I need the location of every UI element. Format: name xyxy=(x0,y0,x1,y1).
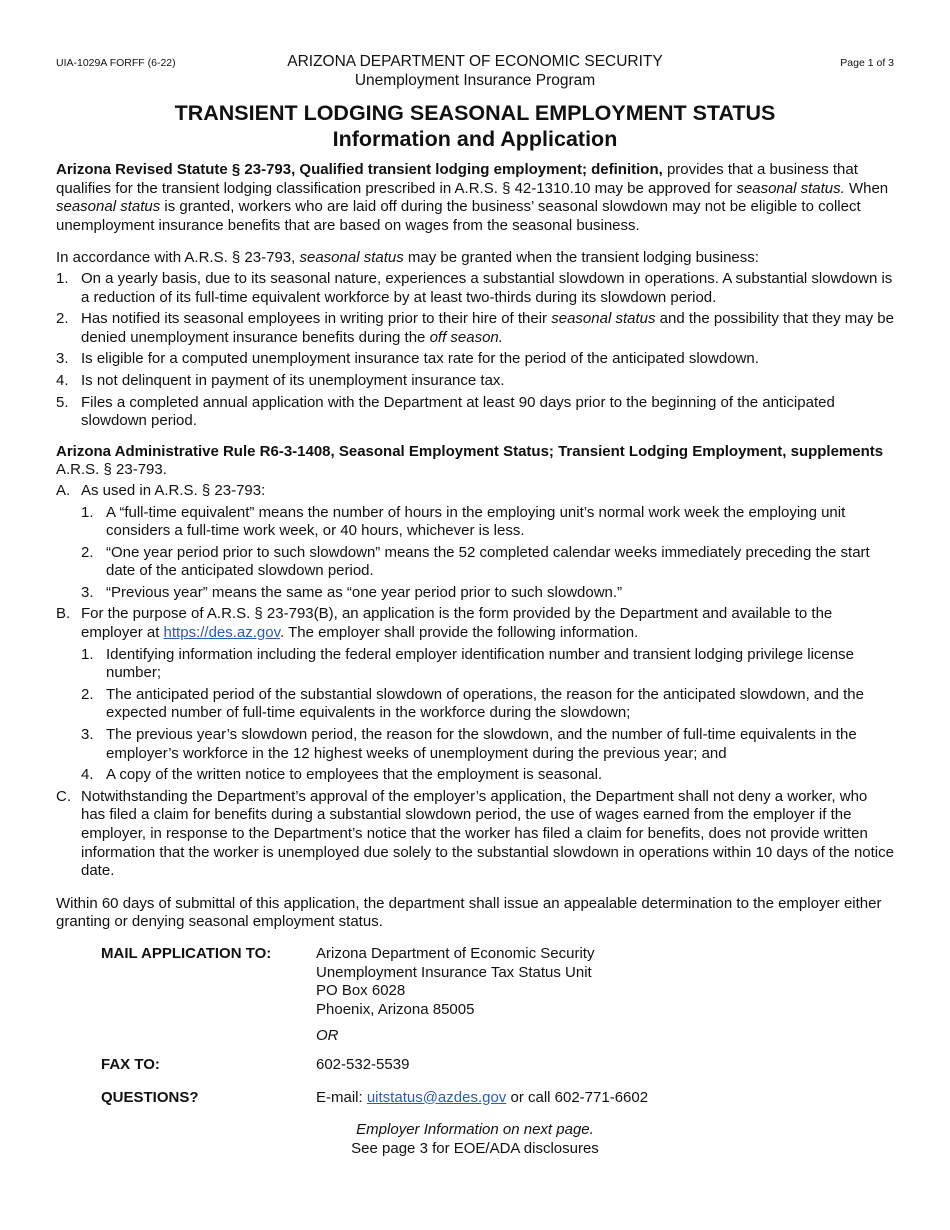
list-marker: 3. xyxy=(81,583,94,601)
list-item xyxy=(56,372,894,391)
page-number: Page 1 of 3 xyxy=(840,57,894,69)
email-prefix: E-mail: xyxy=(316,1088,367,1106)
des-website-link[interactable]: https://des.az.gov xyxy=(163,624,281,642)
list-item xyxy=(81,766,894,785)
rule-sections xyxy=(56,482,894,881)
rule-heading-paragraph xyxy=(56,443,894,480)
section-a-list xyxy=(81,504,894,603)
list-item xyxy=(56,394,894,431)
list-marker: 3. xyxy=(81,726,94,744)
list-item-text: The previous year’s slowdown period, the reason for the slowdown, and the number of full-time equivalents in the employer’s workforce in the 12 highest weeks of unemployment during the previous year; and xyxy=(106,726,857,762)
statute-text: is granted, workers who are laid off during the business’ seasonal slowdown may not be eligible to collect unemployment insurance benefits that are based on wages from the seasonal business. xyxy=(56,198,861,234)
phone-text: or call 602-771-6602 xyxy=(506,1088,649,1106)
section-text: . The employer shall provide the following information. xyxy=(280,624,639,642)
address-line: PO Box 6028 xyxy=(316,982,406,1000)
list-item xyxy=(56,310,894,347)
list-item-text: “One year period prior to such slowdown” means the 52 completed calendar weeks immediately preceding the start date of the anticipated slowdown period. xyxy=(106,543,870,580)
list-item-text: A copy of the written notice to employees that the employment is seasonal. xyxy=(106,766,603,784)
section-text: As used in A.R.S. § 23-793: xyxy=(81,481,266,499)
questions-contact xyxy=(316,1089,894,1108)
agency-name: ARIZONA DEPARTMENT OF ECONOMIC SECURITY xyxy=(287,53,663,70)
form-code: UIA-1029A FORFF (6-22) xyxy=(56,57,176,69)
section-text: Notwithstanding the Department’s approval of the employer’s application, the Department shall not deny a worker, who has filed a claim for benefits during a substantial slowdown period, the use of wages earned from the employer if the employer, in response to the Department’s notice that the worker has filed a claim for benefits, does not provide written information that the worker is unemployed due solely to the substantial slowdown in operations within 10 days of the notice date. xyxy=(81,787,894,880)
statute-paragraph xyxy=(56,161,894,235)
accordance-text: may be granted when the transient lodging business: xyxy=(403,249,759,267)
list-item-text: On a yearly basis, due to its seasonal nature, experiences a substantial slowdown in operations. A substantial slowdown is a reduction of its full-time equivalent workforce by at least two-thirds during its slowdown period. xyxy=(81,269,893,306)
address-line: Arizona Department of Economic Security xyxy=(316,944,595,962)
rule-heading-tail: A.R.S. § 23-793. xyxy=(56,461,167,479)
rule-section-c xyxy=(56,788,894,881)
rule-section-b xyxy=(56,605,894,784)
section-text: For the purpose of A.R.S. § 23-793(B), an application is the form provided by the Department and available to the employer at xyxy=(81,605,833,642)
list-marker: B. xyxy=(56,605,71,623)
document-title xyxy=(56,100,894,152)
list-item-text: A “full-time equivalent” means the number of hours in the employing unit’s normal work week the employing unit considers a full-time work week, or 40 hours, whichever is less. xyxy=(106,503,846,540)
contact-block xyxy=(101,945,894,1107)
mail-address xyxy=(316,945,894,1019)
list-item-text: Has notified its seasonal employees in writing prior to their hire of their xyxy=(81,310,552,328)
list-item-italic: off season. xyxy=(429,328,503,346)
rule-heading: Arizona Administrative Rule R6-3-1408, Seasonal Employment Status; Transient Lodging Employment, supplements xyxy=(56,442,884,460)
list-marker: A. xyxy=(56,481,71,499)
list-item xyxy=(56,350,894,369)
list-marker: C. xyxy=(56,787,71,805)
list-item-text: Is eligible for a computed unemployment insurance tax rate for the period of the anticipated slowdown. xyxy=(81,350,759,368)
mail-label: MAIL APPLICATION TO: xyxy=(101,944,272,962)
address-line: Phoenix, Arizona 85005 xyxy=(316,1000,475,1018)
or-label: OR xyxy=(316,1027,339,1045)
closing-notes xyxy=(56,1121,894,1158)
list-item-text: The anticipated period of the substantial slowdown of operations, the reason for the anticipated slowdown, and the expected number of full-time equivalents in the workforce during the slowdown; xyxy=(106,685,864,722)
page-header xyxy=(56,52,894,92)
document-page xyxy=(56,52,894,1158)
list-item-text: Files a completed annual application with the Department at least 90 days prior to the beginning of the anticipated slowdown period. xyxy=(81,393,835,430)
statute-text: When xyxy=(844,179,889,197)
list-marker: 4. xyxy=(56,371,69,389)
address-line: Unemployment Insurance Tax Status Unit xyxy=(316,963,592,981)
list-marker: 3. xyxy=(56,350,69,368)
accordance-paragraph xyxy=(56,249,894,268)
questions-label: QUESTIONS? xyxy=(101,1088,199,1106)
fax-label: FAX TO: xyxy=(101,1055,160,1073)
list-item-text: and the possibility that they may be denied unemployment insurance benefits during the xyxy=(81,310,894,346)
list-item xyxy=(81,646,894,683)
or-spacer xyxy=(101,1027,316,1046)
list-item-italic: seasonal status xyxy=(551,310,656,328)
list-marker: 2. xyxy=(56,310,69,328)
statute-text: provides that a business that qualifies for the transient lodging classification prescribed in A.R.S. § 42-1310.10 may be approved for xyxy=(56,161,858,197)
program-name: Unemployment Insurance Program xyxy=(354,72,596,89)
list-item xyxy=(81,726,894,763)
list-item xyxy=(81,584,894,603)
title-line-2: Information and Application xyxy=(332,127,618,151)
conditions-list xyxy=(56,270,894,431)
list-item-text: “Previous year” means the same as “one year period prior to such slowdown.” xyxy=(106,583,623,601)
rule-section-a xyxy=(56,482,894,603)
eoe-ada-note: See page 3 for EOE/ADA disclosures xyxy=(351,1139,599,1157)
accordance-italic: seasonal status xyxy=(299,249,404,267)
agency-block xyxy=(56,52,894,90)
fax-number: 602-532-5539 xyxy=(316,1055,410,1073)
list-item xyxy=(81,544,894,581)
list-marker: 2. xyxy=(81,543,94,561)
email-link[interactable]: uitstatus@azdes.gov xyxy=(366,1088,507,1106)
list-marker: 1. xyxy=(81,645,94,663)
title-line-1: TRANSIENT LODGING SEASONAL EMPLOYMENT STATUS xyxy=(174,101,776,125)
statute-italic: seasonal status xyxy=(56,198,161,216)
list-item-text: Is not delinquent in payment of its unemployment insurance tax. xyxy=(81,371,505,389)
list-marker: 1. xyxy=(81,503,94,521)
next-page-note: Employer Information on next page. xyxy=(356,1121,594,1139)
list-marker: 2. xyxy=(81,685,94,703)
statute-italic: seasonal status. xyxy=(736,179,845,197)
accordance-text: In accordance with A.R.S. § 23-793, xyxy=(56,249,300,267)
list-marker: 1. xyxy=(56,269,69,287)
list-marker: 5. xyxy=(56,393,69,411)
list-item xyxy=(81,504,894,541)
list-item xyxy=(81,686,894,723)
determination-paragraph: Within 60 days of submittal of this application, the department shall issue an appealable determination to the employer either granting or denying seasonal employment status. xyxy=(56,894,882,931)
section-b-list xyxy=(81,646,894,785)
list-item-text: Identifying information including the federal employer identification number and transient lodging privilege license number; xyxy=(106,645,854,682)
statute-heading: Arizona Revised Statute § 23-793, Qualified transient lodging employment; definition, xyxy=(56,161,663,178)
list-item xyxy=(56,270,894,307)
list-marker: 4. xyxy=(81,766,94,784)
or-text xyxy=(316,1027,894,1046)
